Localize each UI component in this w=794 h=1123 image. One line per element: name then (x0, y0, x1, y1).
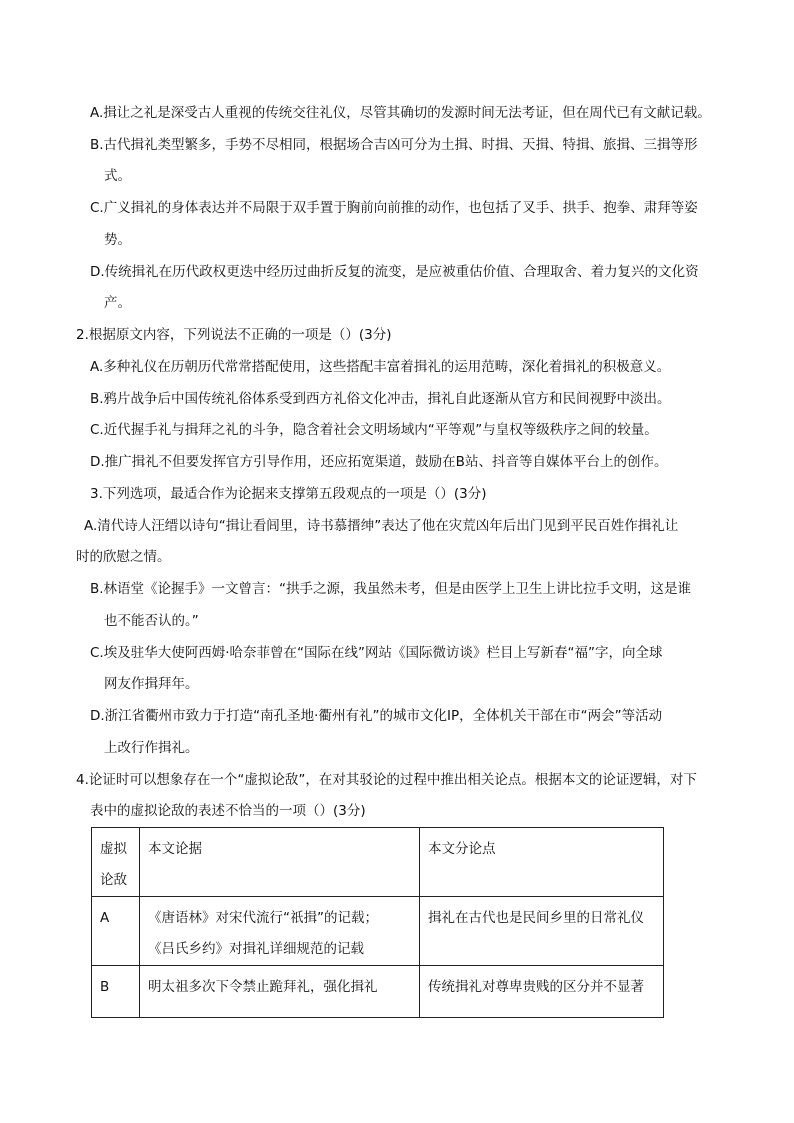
q3-option-d-cont: 上改行作揖礼。 (104, 740, 199, 756)
argument-table (91, 827, 664, 1018)
table-header-row (92, 828, 664, 897)
table-cell (92, 897, 140, 966)
cell-text: 揖礼在古代也是民间乡里的日常礼仪 (428, 910, 644, 926)
q3-option-d: D.浙江省衢州市致力于打造“南孔圣地·衢州有礼”的城市文化IP，全体机关干部在市“两会”等活动 (90, 708, 663, 724)
q3-option-a: A.清代诗人汪缙以诗句“揖让看闾里，诗书慕搢绅”表达了他在灾荒凶年后出门见到平民百姓作揖礼让 (84, 518, 679, 534)
q2-option-a: A.多种礼仪在历朝历代常常搭配使用，这些搭配丰富着揖礼的运用范畴，深化着揖礼的积极意义。 (90, 359, 671, 375)
header-cell-text: 本文论据 (148, 841, 202, 857)
question-3-stem: 3.下列选项，最适合作为论据来支撑第五段观点的一项是（）(3分) (90, 486, 487, 502)
header-cell-text: 虚拟 论敌 (100, 841, 127, 888)
table-cell (140, 897, 420, 966)
table-cell (92, 966, 140, 1018)
table-cell (420, 897, 664, 966)
row-label: B (100, 979, 110, 995)
q3-option-a-cont: 时的欣慰之情。 (76, 549, 171, 565)
table-row (92, 966, 664, 1018)
option-a-line: A.揖让之礼是深受古人重视的传统交往礼仪，尽管其确切的发源时间无法考证，但在周代已有文献记载。 (90, 105, 711, 121)
q2-option-c: C.近代握手礼与揖拜之礼的斗争，隐含着社会文明场域内“平等观”与皇权等级秩序之间的较量。 (90, 422, 658, 438)
option-d-line: D.传统揖礼在历代政权更迭中经历过曲折反复的流变，是应被重估价值、合理取舍、着力复兴的文化资 (90, 264, 699, 280)
question-2-stem: 2.根据原文内容，下列说法不正确的一项是（）(3分) (76, 327, 392, 343)
option-b-line-cont: 式。 (104, 168, 131, 184)
cell-text: 传统揖礼对尊卑贵贱的区分并不显著 (428, 979, 644, 995)
option-c-line: C.广义揖礼的身体表达并不局限于双手置于胸前向前推的动作，也包括了叉手、拱手、抱拳、肃拜等姿 (90, 200, 698, 216)
q3-option-b: B.林语堂《论握手》一文曾言：“拱手之源，我虽然未考，但是由医学上卫生上讲比拉手文明，这是谁 (90, 581, 692, 597)
header-sub-argument (420, 828, 664, 897)
question-4-stem-cont: 表中的虚拟论敌的表述不恰当的一项（）(3分) (90, 803, 366, 819)
table-cell (420, 966, 664, 1018)
cell-text: 明太祖多次下令禁止跪拜礼，强化揖礼 (148, 979, 378, 995)
q2-option-b: B.鸦片战争后中国传统礼俗体系受到西方礼俗文化冲击，揖礼自此逐渐从官方和民间视野中淡出。 (90, 391, 671, 407)
option-c-line-cont: 势。 (104, 232, 131, 248)
q3-option-c-cont: 网友作揖拜年。 (104, 676, 199, 692)
option-b-line: B.古代揖礼类型繁多，手势不尽相同，根据场合吉凶可分为土揖、时揖、天揖、特揖、旅揖、三揖等形 (90, 137, 698, 153)
q3-option-c: C.埃及驻华大使阿西姆·哈奈菲曾在“国际在线”网站《国际微访谈》栏目上写新春“福”字，向全球 (90, 645, 663, 661)
row-label: A (100, 910, 110, 926)
option-d-line-cont: 产。 (104, 295, 131, 311)
header-cell-text: 本文分论点 (428, 841, 496, 857)
cell-text: 《唐语林》对宋代流行“祇揖”的记载； 《吕氏乡约》对揖礼详细规范的记载 (148, 910, 378, 957)
header-virtual-opponent (92, 828, 140, 897)
header-evidence (140, 828, 420, 897)
q3-option-b-cont: 也不能否认的。” (104, 613, 199, 629)
table-row (92, 897, 664, 966)
q2-option-d: D.推广揖礼不但要发挥官方引导作用，还应拓宽渠道，鼓励在B站、抖音等自媒体平台上的创作。 (90, 454, 668, 470)
question-4-stem: 4.论证时可以想象存在一个“虚拟论敌”，在对其驳论的过程中推出相关论点。根据本文的论证逻辑，对下 (76, 772, 697, 788)
table-cell (140, 966, 420, 1018)
